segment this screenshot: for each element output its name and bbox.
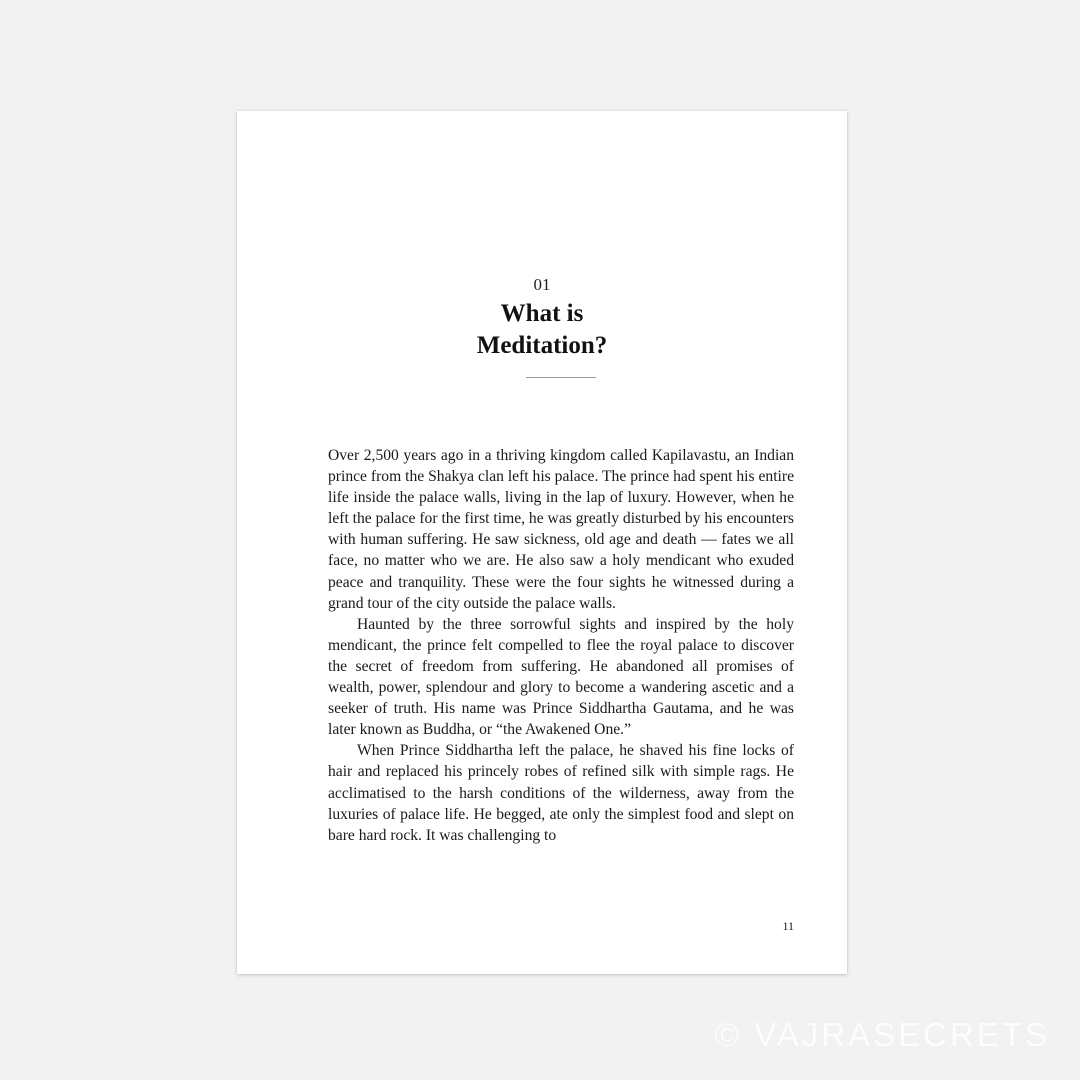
title-divider xyxy=(526,377,596,378)
page-number: 11 xyxy=(782,919,794,933)
chapter-title-line-1: What is xyxy=(500,300,584,327)
chapter-number: 01 xyxy=(533,275,551,294)
book-page xyxy=(237,111,847,974)
body-text xyxy=(328,445,794,846)
chapter-title-line-2: Meditation? xyxy=(476,332,608,359)
chapter-title xyxy=(237,298,847,362)
paragraph-3: When Prince Siddhartha left the palace, he shaved his fine locks of hair and replaced his princely robes of refined silk with simple rags. He acclimatised to the harsh conditions of the wilderness, away from the luxuries of palace life. He begged, ate only the simplest food and slept on bare hard rock. It was challenging to xyxy=(328,742,794,844)
paragraph-2: Haunted by the three sorrowful sights and inspired by the holy mendicant, the prince felt compelled to flee the royal palace to discover the secret of freedom from suffering. He abandoned all promises of wealth, power, splendour and glory to become a wandering ascetic and a seeker of truth. His name was Prince Siddhartha Gautama, and he was later known as Buddha, or “the Awakened One.” xyxy=(328,615,794,739)
watermark: © VAJRASECRETS xyxy=(714,1016,1050,1053)
paragraph-1: Over 2,500 years ago in a thriving kingdom called Kapilavastu, an Indian prince from the Shakya clan left his palace. The prince had spent his entire life inside the palace walls, living in the lap of luxury. However, when he left the palace for the first time, he was greatly disturbed by his encounters with human suffering. He saw sickness, old age and death — fates we all face, no matter who we are. He also saw a holy mendicant who exuded peace and tranquility. These were the four sights he witnessed during a grand tour of the city outside the palace walls. xyxy=(328,447,794,612)
